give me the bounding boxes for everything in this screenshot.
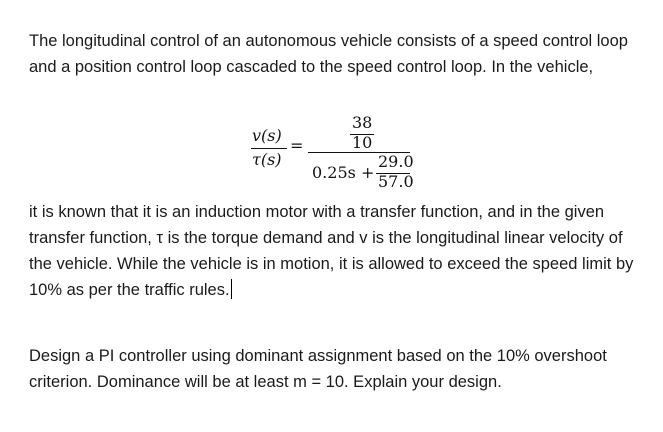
text-cursor [231,279,232,299]
plus-sign: + [361,163,375,182]
description-text: it is known that it is an induction motor with a transfer function, and in the given transfer function, τ is the torque demand and v is the longitudinal linear velocity of the vehicle. While the vehicle is in motion, it is allowed to exceed the speed limit by 10% as per the traffic rules. [29,203,634,299]
pole-coefficient: 0.25s [312,163,356,182]
lhs-numerator: v(s) [252,126,282,145]
const-denominator: 57.0 [378,172,414,191]
gain-numerator: 38 [352,113,373,132]
task-paragraph: Design a PI controller using dominant assignment based on the 10% overshoot criterion. Dominance will be at least m = 10. Explain your design. [29,347,607,391]
description-paragraph [29,199,639,303]
const-numerator: 29.0 [378,152,414,171]
lhs-denominator: τ(s) [252,150,282,169]
equals-sign: = [290,136,304,155]
intro-paragraph: The longitudinal control of an autonomous vehicle consists of a speed control loop and a position control loop cascaded to the speed control loop. In the vehicle, [29,32,628,76]
gain-denominator: 10 [352,133,373,152]
lhs-fraction-bar [251,148,287,149]
transfer-function-equation [0,0,663,200]
